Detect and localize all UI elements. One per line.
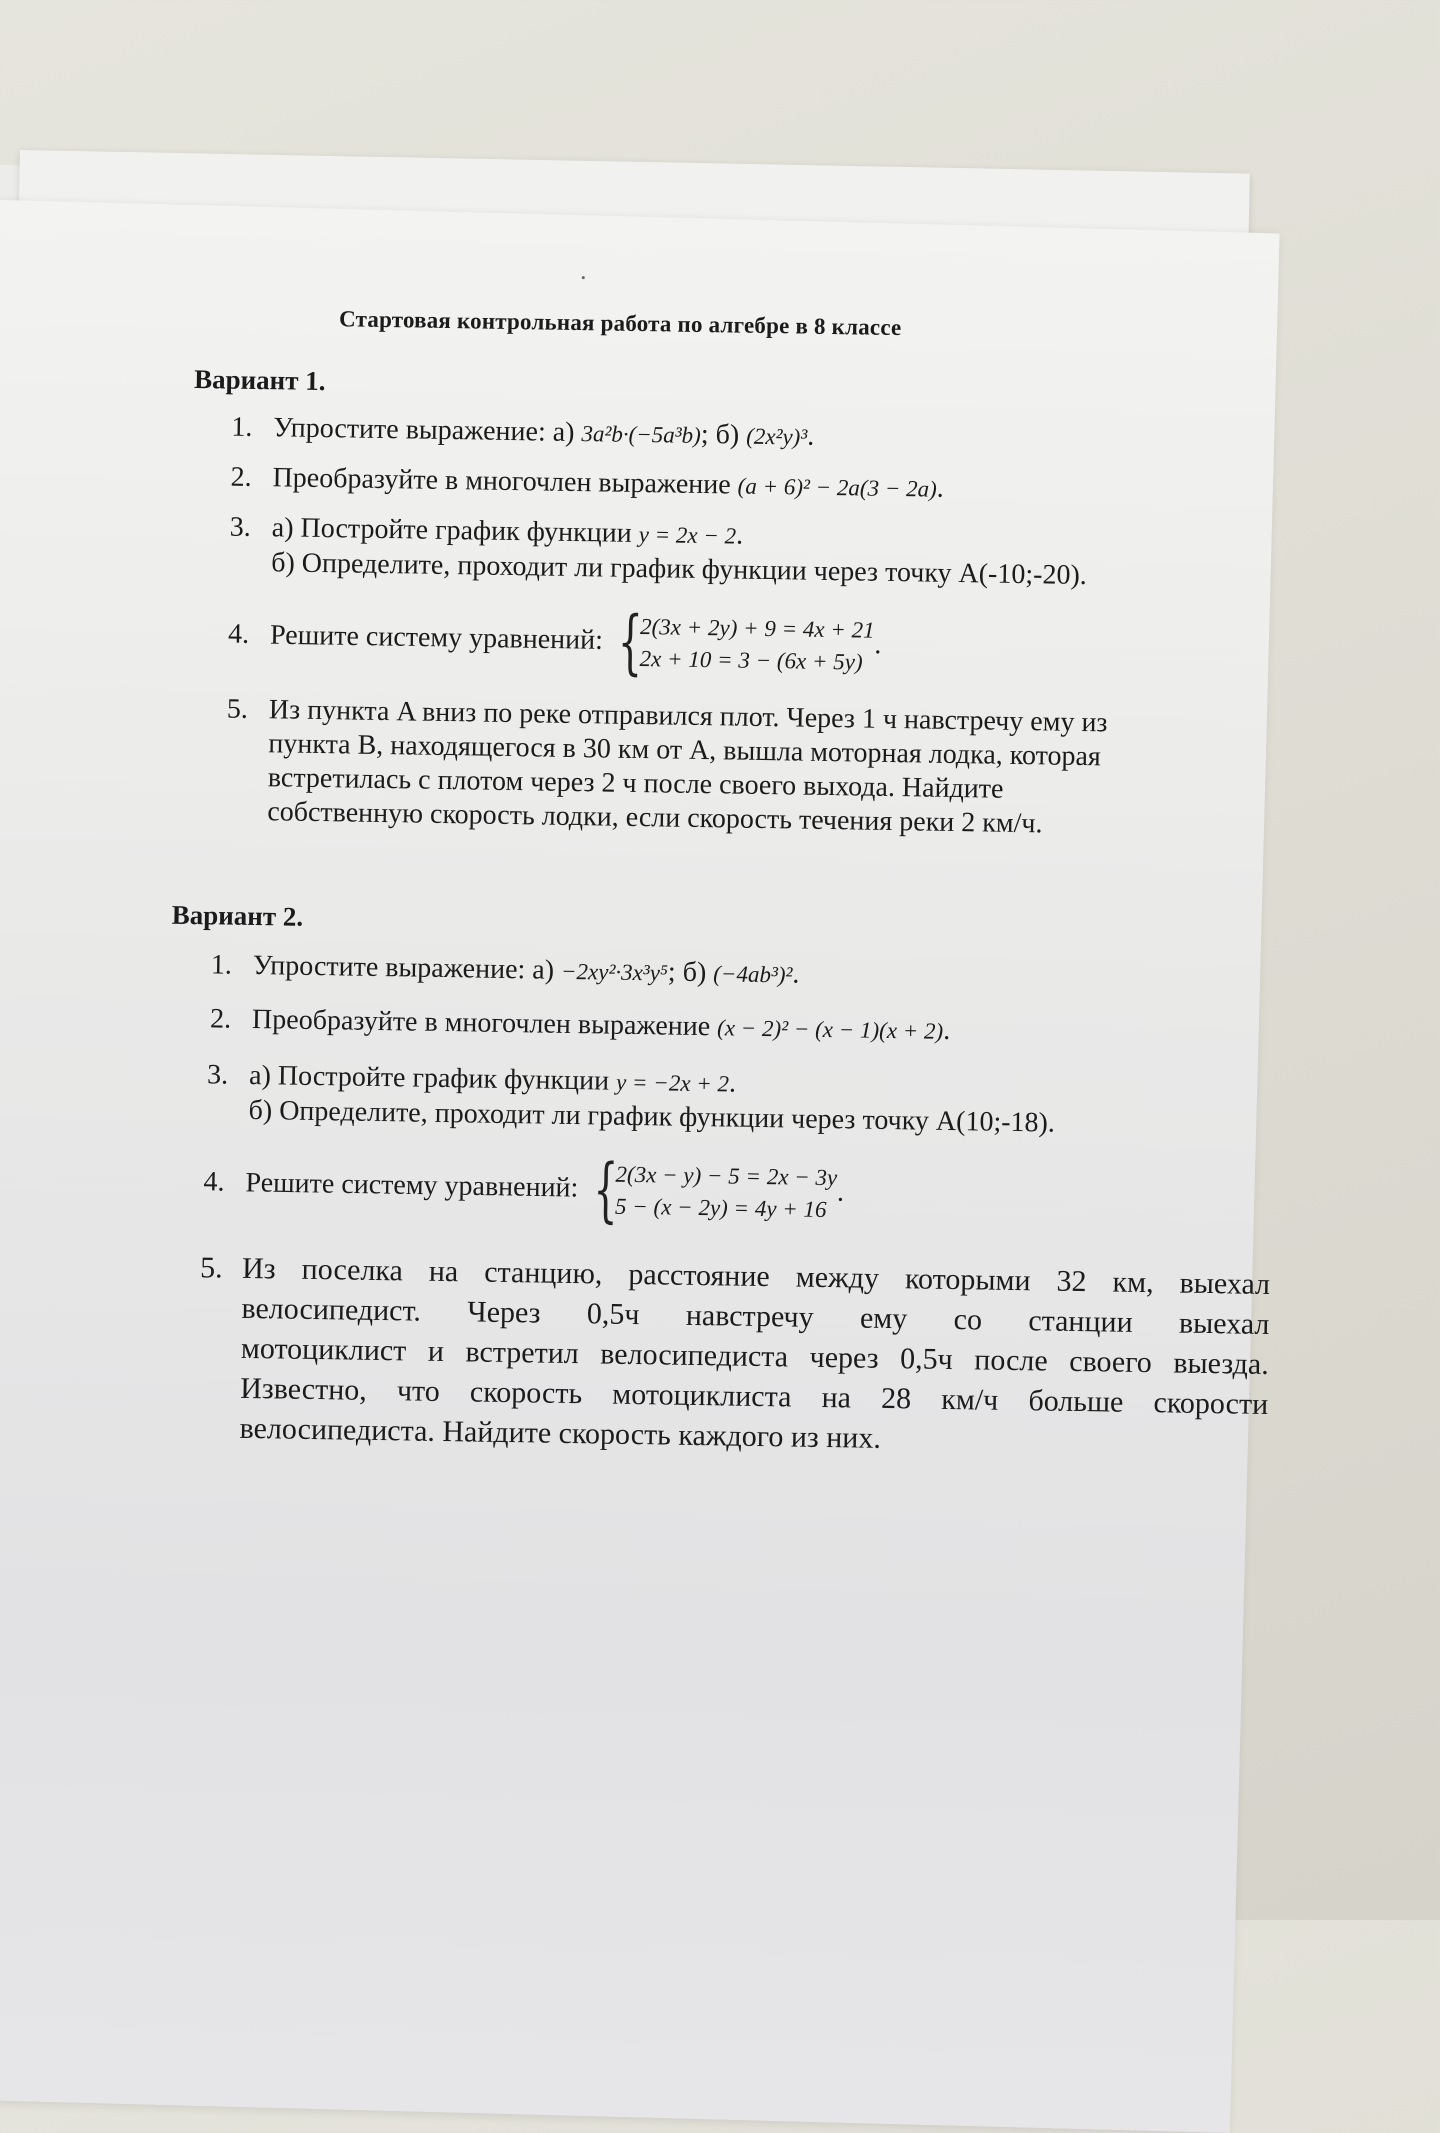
task-text: Решите систему уравнений: xyxy=(269,619,604,656)
equation: 2x + 10 = 3 − (6x + 5y) xyxy=(639,646,863,675)
task-line: велосипедиста. Найдите скорость каждого из них. xyxy=(239,1411,882,1455)
math-expression: (x − 2)² − (x − 1)(x + 2) xyxy=(716,1015,944,1044)
task-text: б) Определите, проходит ли график функции через точку A(-10;-20). xyxy=(271,547,1088,592)
task-number: 4. xyxy=(203,1166,225,1198)
math-expression: −2xy²·3x³y⁵ xyxy=(560,958,669,986)
task-number: 3. xyxy=(206,1059,229,1091)
task-line: мотоциклист и встретил велосипедиста через 0,5ч после своего выезда. xyxy=(240,1331,1270,1381)
math-expression: (a + 6)² − 2a(3 − 2a) xyxy=(737,473,937,502)
task-1 xyxy=(231,411,814,455)
task-text: Преобразуйте в многочлен выражение xyxy=(272,462,731,501)
math-expression: (−4ab³)² xyxy=(713,961,793,988)
task-4 xyxy=(203,1148,845,1231)
task-text: ; б) xyxy=(667,956,707,989)
left-brace-icon: { xyxy=(617,600,644,684)
task-number: 5. xyxy=(226,693,249,725)
task-line: велосипедист. Через 0,5ч навстречу ему со станции выехал xyxy=(241,1291,1270,1341)
page-title: Стартовая контрольная работа по алгебре в 8 классе xyxy=(338,306,902,341)
equation: 2(3x − y) − 5 = 2x − 3y xyxy=(615,1161,838,1191)
variant-heading: Вариант 2. xyxy=(171,899,304,932)
task-line: собственную скорость лодки, если скорость течения реки 2 км/ч. xyxy=(267,796,1043,840)
task-text: . xyxy=(942,1014,951,1046)
task-line: Из пункта A вниз по реке отправился плот. Через 1 ч навстречу ему из xyxy=(268,694,1108,739)
task-3 xyxy=(229,511,1088,593)
left-brace-icon: { xyxy=(592,1148,619,1231)
task-number: 3. xyxy=(229,511,252,543)
task-text: Упростите выражение: а) xyxy=(273,412,575,448)
task-line: Из поселка на станцию, расстояние между которыми 32 км, выехал xyxy=(241,1251,1271,1301)
task-text: . xyxy=(735,519,744,551)
task-number: 5. xyxy=(199,1251,223,1285)
task-5 xyxy=(197,1248,1270,1465)
task-text: . xyxy=(936,472,945,504)
task-number: 2. xyxy=(230,461,252,493)
equation: 2(3x + 2y) + 9 = 4x + 21 xyxy=(639,614,875,643)
task-2 xyxy=(230,461,944,507)
task-line: встретилась с плотом через 2 ч после своего выхода. Найдите xyxy=(267,762,1004,805)
equation: 5 − (x − 2y) = 4y + 16 xyxy=(614,1193,827,1223)
variant-heading: Вариант 1. xyxy=(193,363,326,397)
task-line: пункта B, находящегося в 30 км от A, вышла моторная лодка, которая xyxy=(268,728,1102,773)
math-expression: 3a²b·(−5a³b) xyxy=(581,421,702,448)
task-number: 1. xyxy=(231,411,253,443)
task-text: Решите систему уравнений: xyxy=(245,1167,579,1204)
task-text: . xyxy=(728,1067,737,1099)
task-1 xyxy=(211,948,800,992)
task-3 xyxy=(206,1058,1055,1140)
task-number: 2. xyxy=(209,1003,232,1035)
math-expression: (2x²y)³ xyxy=(746,423,808,450)
paper-speck xyxy=(582,276,585,279)
task-text: ; б) xyxy=(700,418,740,451)
task-text: б) Определите, проходит ли график функции через точку A(10;-18). xyxy=(248,1094,1056,1139)
equation-system xyxy=(592,1148,838,1231)
task-5 xyxy=(225,693,1207,844)
math-expression: y = −2x + 2 xyxy=(615,1069,730,1097)
task-number: 4. xyxy=(227,618,250,651)
math-expression: y = 2x − 2 xyxy=(638,521,737,549)
task-number: 1. xyxy=(210,949,233,981)
task-4 xyxy=(227,600,882,684)
task-2 xyxy=(210,1002,951,1049)
task-text: . xyxy=(874,629,882,661)
task-text: а) Постройте график функции xyxy=(248,1059,610,1097)
task-text: а) Постройте график функции xyxy=(271,512,632,549)
task-line: Известно, что скорость мотоциклиста на 28 км/ч больше скорости xyxy=(240,1371,1269,1421)
task-text: . xyxy=(836,1176,845,1208)
task-text: Преобразуйте в многочлен выражение xyxy=(251,1003,711,1043)
task-text: . xyxy=(792,958,800,990)
equation-system xyxy=(617,600,875,684)
task-text: . xyxy=(806,420,815,452)
task-text: Упростите выражение: а) xyxy=(252,949,555,986)
